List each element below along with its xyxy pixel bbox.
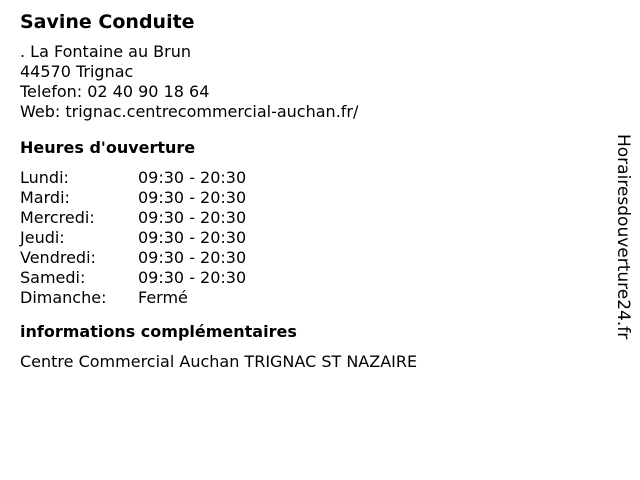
hours-row-sunday: [20, 288, 600, 308]
opening-hours-heading: Heures d'ouverture: [20, 138, 196, 157]
hours-row-wednesday: [20, 208, 600, 228]
business-card: [20, 10, 600, 372]
hours-day: Mardi:: [20, 188, 70, 207]
hours-time: 09:30 - 20:30: [138, 228, 247, 247]
hours-time: 09:30 - 20:30: [138, 168, 247, 187]
hours-row-monday: [20, 168, 600, 188]
hours-day: Samedi:: [20, 268, 86, 287]
hours-row-thursday: [20, 228, 600, 248]
hours-time: 09:30 - 20:30: [138, 248, 247, 267]
hours-time: 09:30 - 20:30: [138, 268, 247, 287]
address-block: [20, 42, 600, 122]
additional-info-text: Centre Commercial Auchan TRIGNAC ST NAZAIRE: [20, 352, 418, 371]
hours-time: 09:30 - 20:30: [138, 208, 247, 227]
hours-day: Jeudi:: [20, 228, 65, 247]
additional-info-heading: informations complémentaires: [20, 322, 297, 341]
phone-number: Telefon: 02 40 90 18 64: [20, 82, 210, 101]
hours-day: Mercredi:: [20, 208, 95, 227]
hours-day: Vendredi:: [20, 248, 96, 267]
site-watermark: Horairesdouverture24.fr: [613, 134, 633, 340]
opening-hours-table: [20, 168, 600, 308]
hours-time: Fermé: [138, 288, 188, 307]
address-city: 44570 Trignac: [20, 62, 134, 81]
website-line: Web: trignac.centrecommercial-auchan.fr/: [20, 102, 359, 121]
hours-row-tuesday: [20, 188, 600, 208]
hours-row-friday: [20, 248, 600, 268]
hours-time: 09:30 - 20:30: [138, 188, 247, 207]
address-street: . La Fontaine au Brun: [20, 42, 191, 61]
hours-day: Dimanche:: [20, 288, 107, 307]
business-name: Savine Conduite: [20, 11, 195, 33]
hours-day: Lundi:: [20, 168, 69, 187]
hours-row-saturday: [20, 268, 600, 288]
